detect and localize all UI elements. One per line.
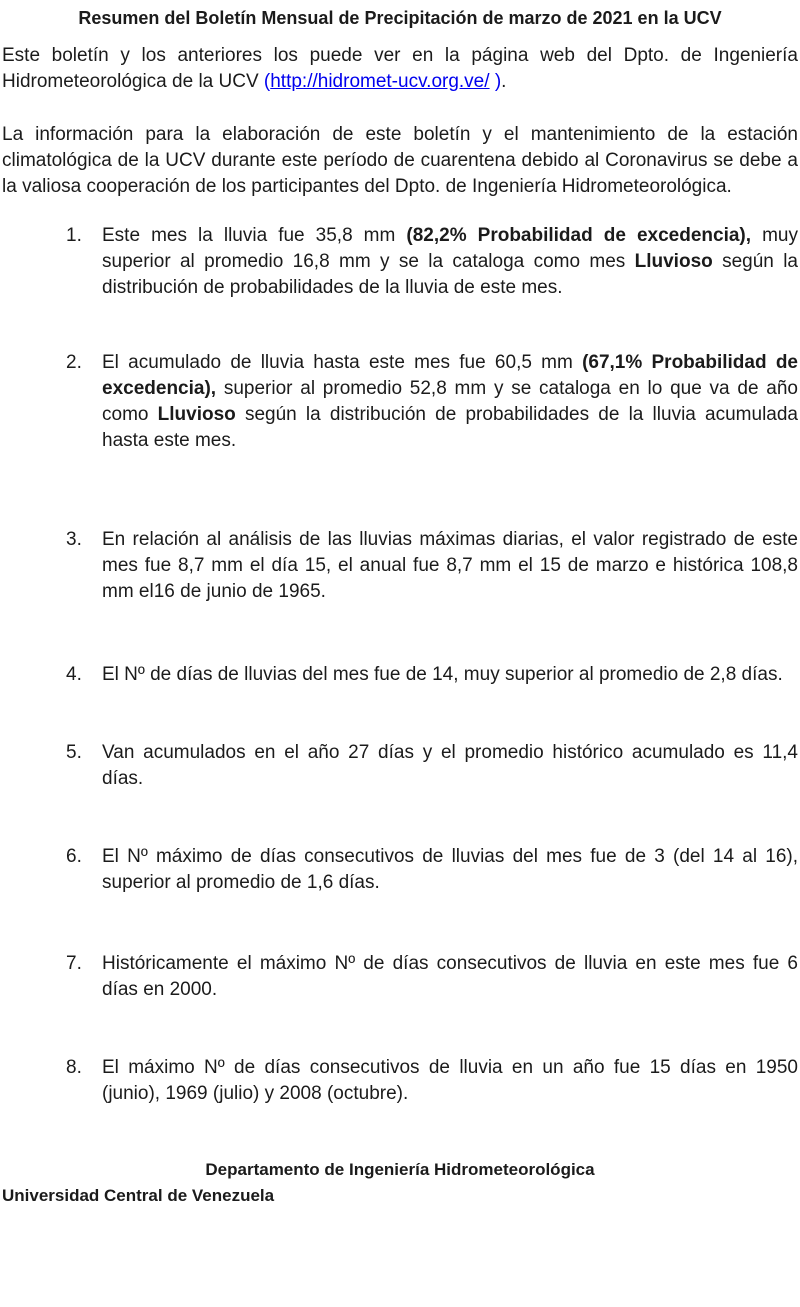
- list-item: [2, 1055, 798, 1107]
- list-item-number: 3.: [66, 529, 82, 550]
- hidromet-link[interactable]: http://hidromet-ucv.org.ve/: [270, 71, 490, 92]
- bold-text-run: Lluvioso: [634, 251, 713, 272]
- text-run: El máximo Nº de días consecutivos de lluvia en un año fue 15 días en 1950 (junio), 1969 (julio) y 2008 (octubre).: [102, 1057, 798, 1104]
- list-item: [2, 350, 798, 454]
- text-run: .: [501, 71, 507, 92]
- footer-university: Universidad Central de Venezuela: [2, 1186, 275, 1205]
- text-run: El Nº de días de lluvias del mes fue de 14, muy superior al promedio de 2,8 días.: [102, 664, 783, 685]
- list-item-text: [102, 662, 798, 688]
- text-run: ): [489, 71, 502, 92]
- list-item-text: [102, 740, 798, 792]
- list-item-text: [102, 951, 798, 1003]
- list-item-text: [102, 1055, 798, 1107]
- text-run: El acumulado de lluvia hasta este mes fue 60,5 mm: [102, 352, 583, 373]
- text-run: Van acumulados en el año 27 días y el promedio histórico acumulado es 11,4 días.: [102, 742, 798, 789]
- text-run: según la distribución de probabilidades de la lluvia acumulada hasta este mes.: [102, 404, 798, 451]
- list-item-number: 8.: [66, 1057, 82, 1078]
- text-run: Históricamente el máximo Nº de días consecutivos de lluvia en este mes fue 6 días en 2000.: [102, 953, 798, 1000]
- list-item-number: 1.: [66, 225, 82, 246]
- list-item-number: 7.: [66, 953, 82, 974]
- text-run: (: [263, 71, 271, 92]
- list-item-text: [102, 223, 798, 301]
- text-run: superior al promedio 52,8 mm y se cataloga en lo que va de año como: [102, 378, 798, 425]
- intro-paragraph: [2, 43, 798, 95]
- list-item: [2, 844, 798, 896]
- text-run: Este mes la lluvia fue 35,8 mm: [102, 225, 407, 246]
- bold-text-run: (67,1% Probabilidad de excedencia),: [102, 352, 798, 399]
- bold-text-run: (82,2% Probabilidad de excedencia),: [406, 225, 752, 246]
- bold-text-run: Lluvioso: [157, 404, 236, 425]
- list-item: [2, 740, 798, 792]
- list-item-text: [102, 350, 798, 454]
- list-item: [2, 223, 798, 301]
- text-run: según la distribución de probabilidades de la lluvia de este mes.: [102, 251, 798, 298]
- list-item: [2, 527, 798, 605]
- credits-paragraph: La información para la elaboración de este boletín y el mantenimiento de la estación climatológica de la UCV durante este período de cuarentena debido al Coronavirus se debe a la valiosa cooperación de los participantes del Dpto. de Ingeniería Hidrometeorológica.: [2, 124, 798, 197]
- summary-list: [2, 223, 798, 1107]
- list-item-text: [102, 844, 798, 896]
- list-item-number: 4.: [66, 664, 82, 685]
- footer-department: Departamento de Ingeniería Hidrometeorológica: [205, 1160, 595, 1179]
- text-run: muy superior al promedio 16,8 mm y se la cataloga como mes: [102, 225, 798, 272]
- list-item-number: 6.: [66, 846, 82, 867]
- list-item-number: 5.: [66, 742, 82, 763]
- footer: [2, 1157, 798, 1209]
- text-run: El Nº máximo de días consecutivos de lluvias del mes fue de 3 (del 14 al 16), superior al promedio de 1,6 días.: [102, 846, 798, 893]
- list-item-text: [102, 527, 798, 605]
- list-item: [2, 951, 798, 1003]
- list-item-number: 2.: [66, 352, 82, 373]
- text-run: En relación al análisis de las lluvias máximas diarias, el valor registrado de este mes fue 8,7 mm el día 15, el anual fue 8,7 mm el 15 de marzo e histórica 108,8 mm el16 de junio de 1965.: [102, 529, 798, 602]
- text-run: Este boletín y los anteriores los puede ver en la página web del Dpto. de Ingeniería Hidrometeorológica de la UCV: [2, 45, 798, 92]
- list-item: [2, 662, 798, 688]
- page-title: Resumen del Boletín Mensual de Precipitación de marzo de 2021 en la UCV: [78, 8, 722, 28]
